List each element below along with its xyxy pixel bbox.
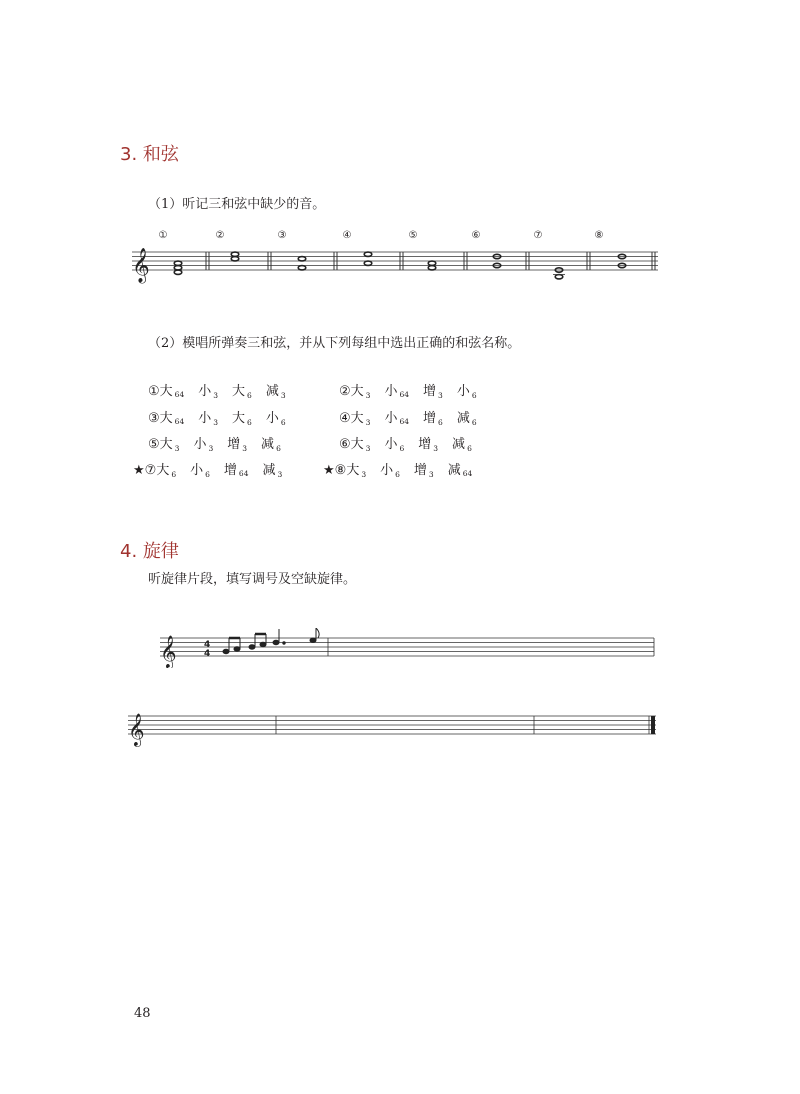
chord-quality: 大 bbox=[232, 411, 246, 426]
chord-option-group bbox=[339, 407, 491, 427]
chord-option[interactable] bbox=[266, 407, 286, 427]
chord-option-group bbox=[148, 380, 300, 400]
treble-clef-icon: 𝄞 bbox=[128, 713, 145, 746]
chord-quality: 增 bbox=[227, 437, 241, 452]
inversion-figure: 6 bbox=[280, 418, 286, 427]
chord-quality: 减 bbox=[452, 437, 466, 452]
chord-option[interactable] bbox=[452, 433, 472, 453]
inversion-figure: 3 bbox=[365, 418, 371, 427]
chord-option[interactable] bbox=[160, 433, 180, 453]
chord-quality: 增 bbox=[423, 411, 437, 426]
chord-option[interactable] bbox=[418, 433, 438, 453]
chord-quality: 小 bbox=[198, 384, 212, 399]
chord-quality: 增 bbox=[418, 437, 432, 452]
star-icon: ★ bbox=[133, 463, 145, 478]
chord-number: ① bbox=[158, 230, 168, 241]
chord-quality: 小 bbox=[384, 437, 398, 452]
chord-quality: 减 bbox=[262, 463, 276, 478]
chord-option[interactable] bbox=[384, 433, 404, 453]
chord-quality: 减 bbox=[261, 437, 275, 452]
inversion-figure: 64 bbox=[238, 469, 249, 478]
melody-staff-2 bbox=[128, 706, 660, 750]
chord-option[interactable] bbox=[423, 407, 443, 427]
chord-number: ⑥ bbox=[471, 230, 481, 241]
chord-option[interactable] bbox=[346, 459, 366, 479]
chord-option-group bbox=[148, 407, 300, 427]
chord-number: ⑦ bbox=[533, 230, 543, 241]
chord-quality: 增 bbox=[223, 463, 237, 478]
section-4-instruction: 听旋律片段，填写调号及空缺旋律。 bbox=[148, 572, 357, 587]
chord-option[interactable] bbox=[351, 407, 371, 427]
inversion-figure: 6 bbox=[247, 418, 252, 427]
inversion-figure: 6 bbox=[467, 444, 472, 453]
chord-quality: 减 bbox=[265, 384, 279, 399]
chord-number: ② bbox=[215, 230, 225, 241]
part-1-instruction: （1）听记三和弦中缺少的音。 bbox=[148, 197, 326, 212]
inversion-figure: 3 bbox=[280, 391, 286, 400]
chord-quality: 大 bbox=[159, 437, 173, 452]
inversion-figure: 64 bbox=[174, 390, 185, 399]
group-label: ⑦ bbox=[144, 463, 157, 478]
chord-option[interactable] bbox=[198, 407, 218, 427]
inversion-figure: 3 bbox=[277, 470, 283, 479]
chord-option[interactable] bbox=[262, 459, 282, 479]
inversion-figure: 3 bbox=[213, 418, 219, 427]
time-signature-bottom: 4 bbox=[204, 649, 211, 659]
chord-quality: 减 bbox=[456, 411, 470, 426]
chord-option[interactable] bbox=[227, 433, 247, 453]
inversion-figure: 3 bbox=[433, 444, 439, 453]
chord-quality: 小 bbox=[384, 411, 398, 426]
chord-quality: 大 bbox=[350, 384, 364, 399]
inversion-figure: 6 bbox=[399, 444, 405, 453]
chord-option[interactable] bbox=[224, 459, 249, 478]
inversion-figure: 3 bbox=[428, 470, 434, 479]
chord-option[interactable] bbox=[266, 380, 286, 400]
chord-quality: 小 bbox=[456, 384, 470, 399]
group-label: ⑧ bbox=[334, 463, 347, 478]
inversion-figure: 64 bbox=[399, 417, 410, 426]
inversion-figure: 6 bbox=[471, 418, 477, 427]
chord-option[interactable] bbox=[351, 433, 371, 453]
chord-quality: 大 bbox=[346, 463, 360, 478]
inversion-figure: 3 bbox=[438, 391, 443, 400]
chord-option-group bbox=[323, 459, 486, 479]
inversion-figure: 3 bbox=[365, 391, 371, 400]
part-2-instruction: （2）模唱所弹奏三和弦，并从下列每组中选出正确的和弦名称。 bbox=[148, 336, 521, 351]
chord-quality: 大 bbox=[232, 384, 246, 399]
chord-option[interactable] bbox=[156, 459, 176, 479]
chord-quality: 大 bbox=[156, 463, 170, 478]
section-3-title: 3. 和弦 bbox=[120, 144, 179, 165]
chord-option[interactable] bbox=[457, 407, 477, 427]
inversion-figure: 3 bbox=[365, 444, 371, 453]
chord-option-group bbox=[339, 380, 491, 400]
star-icon: ★ bbox=[323, 463, 335, 478]
group-label: ⑤ bbox=[148, 437, 160, 452]
inversion-figure: 6 bbox=[276, 444, 281, 453]
group-label: ② bbox=[339, 384, 351, 399]
chord-option[interactable] bbox=[193, 433, 213, 453]
chord-quality: 减 bbox=[447, 463, 461, 478]
inversion-figure: 64 bbox=[174, 417, 185, 426]
chord-option[interactable] bbox=[160, 380, 185, 399]
inversion-figure: 6 bbox=[205, 470, 210, 479]
inversion-figure: 3 bbox=[213, 391, 219, 400]
treble-clef-icon: 𝄞 bbox=[160, 635, 177, 668]
inversion-figure: 6 bbox=[247, 391, 252, 400]
chord-quality: 大 bbox=[159, 384, 173, 399]
inversion-figure: 6 bbox=[471, 391, 477, 400]
chord-option-group bbox=[339, 433, 486, 453]
treble-clef-icon: 𝄞 bbox=[132, 248, 150, 283]
chord-option[interactable] bbox=[160, 407, 185, 426]
group-label: ③ bbox=[148, 411, 160, 426]
chord-option[interactable] bbox=[261, 433, 281, 453]
inversion-figure: 3 bbox=[208, 444, 214, 453]
chord-option[interactable] bbox=[351, 380, 371, 400]
chord-option[interactable] bbox=[232, 380, 252, 400]
section-4-title: 4. 旋律 bbox=[120, 541, 179, 562]
inversion-figure: 64 bbox=[399, 390, 410, 399]
chord-option[interactable] bbox=[190, 459, 210, 479]
chord-option[interactable] bbox=[423, 380, 443, 400]
chord-number: ③ bbox=[277, 230, 287, 241]
group-label: ④ bbox=[339, 411, 351, 426]
page-number: 48 bbox=[134, 1006, 151, 1021]
chord-quality: 大 bbox=[350, 437, 364, 452]
chord-quality: 大 bbox=[159, 411, 173, 426]
inversion-figure: 3 bbox=[242, 444, 248, 453]
chord-quality: 增 bbox=[423, 384, 437, 399]
chord-option[interactable] bbox=[198, 380, 218, 400]
chord-quality: 小 bbox=[384, 384, 398, 399]
chord-quality: 小 bbox=[193, 437, 207, 452]
chord-option[interactable] bbox=[448, 459, 473, 478]
time-signature-top: 4 bbox=[204, 640, 211, 650]
chord-option[interactable] bbox=[457, 380, 477, 400]
inversion-figure: 6 bbox=[171, 470, 177, 479]
chord-number: ⑧ bbox=[594, 230, 604, 241]
chord-option[interactable] bbox=[232, 407, 252, 427]
inversion-figure: 3 bbox=[361, 470, 367, 479]
chord-number: ④ bbox=[342, 230, 352, 241]
inversion-figure: 64 bbox=[462, 469, 473, 478]
inversion-figure: 6 bbox=[395, 470, 400, 479]
chord-quality: 大 bbox=[350, 411, 364, 426]
chord-staff bbox=[128, 240, 668, 288]
chord-option[interactable] bbox=[380, 459, 400, 479]
chord-option[interactable] bbox=[384, 407, 409, 426]
chord-quality: 小 bbox=[190, 463, 204, 478]
inversion-figure: 3 bbox=[174, 444, 180, 453]
group-label: ⑥ bbox=[339, 437, 351, 452]
chord-option-group bbox=[133, 459, 296, 479]
melody-staff-1 bbox=[160, 628, 660, 668]
chord-number: ⑤ bbox=[408, 230, 418, 241]
inversion-figure: 6 bbox=[438, 418, 443, 427]
group-label: ① bbox=[148, 384, 160, 399]
chord-quality: 小 bbox=[265, 411, 279, 426]
chord-quality: 小 bbox=[380, 463, 394, 478]
chord-option-group bbox=[148, 433, 295, 453]
chord-option[interactable] bbox=[384, 380, 409, 399]
chord-option[interactable] bbox=[414, 459, 434, 479]
chord-quality: 小 bbox=[198, 411, 212, 426]
chord-quality: 增 bbox=[413, 463, 427, 478]
